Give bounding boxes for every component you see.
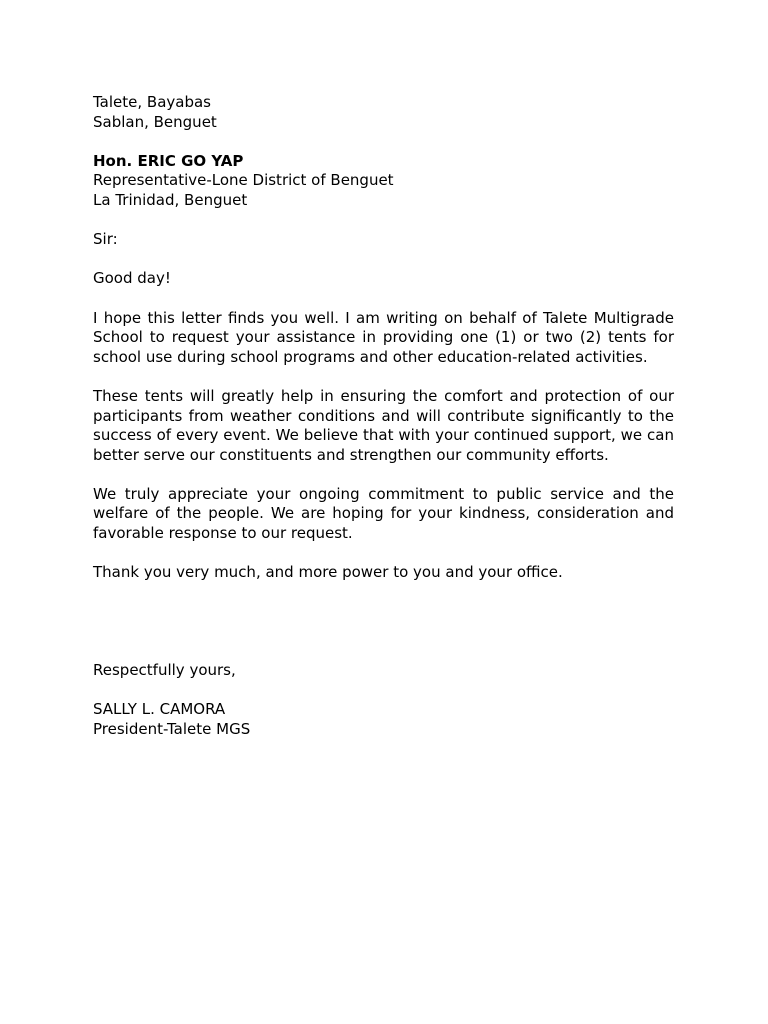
greeting [93,269,674,289]
signature-spacer [93,602,674,661]
body-paragraph-3: We truly appreciate your ongoing commitment to public service and the welfare of the people. We are hoping for your kindness, consideration and favorable response to our request. [93,484,674,543]
body-paragraph-1: I hope this letter finds you well. I am writing on behalf of Talete Multigrade School to request your assistance in providing one (1) or two (2) tents for school use during school programs and other education-related activities. [93,308,674,366]
salutation-text: Sir: [93,230,118,249]
salutation [93,230,674,250]
recipient-location: La Trinidad, Benguet [93,190,248,209]
signatory-name: SALLY L. CAMORA [93,700,226,719]
body-paragraph-2: These tents will greatly help in ensuring the comfort and protection of our participants from weather conditions and will contribute significantly to the success of every event. We believe that with your continued support, we can better serve our constituents and strengthen our community efforts. [93,386,674,464]
signatory-block [93,700,674,739]
closing-text: Respectfully yours, [93,661,236,680]
closing [93,661,674,681]
recipient-name: Hon. ERIC GO YAP [93,151,244,170]
sender-address-line-2: Sablan, Benguet [93,112,217,131]
sender-address-line-1: Talete, Bayabas [93,93,211,111]
recipient-block [93,152,674,211]
greeting-text: Good day! [93,269,171,288]
sender-address [93,93,674,132]
signatory-position: President-Talete MGS [93,720,251,739]
recipient-title: Representative-Lone District of Benguet [93,171,394,190]
body-paragraph-4: Thank you very much, and more power to you and your office. [93,563,563,582]
